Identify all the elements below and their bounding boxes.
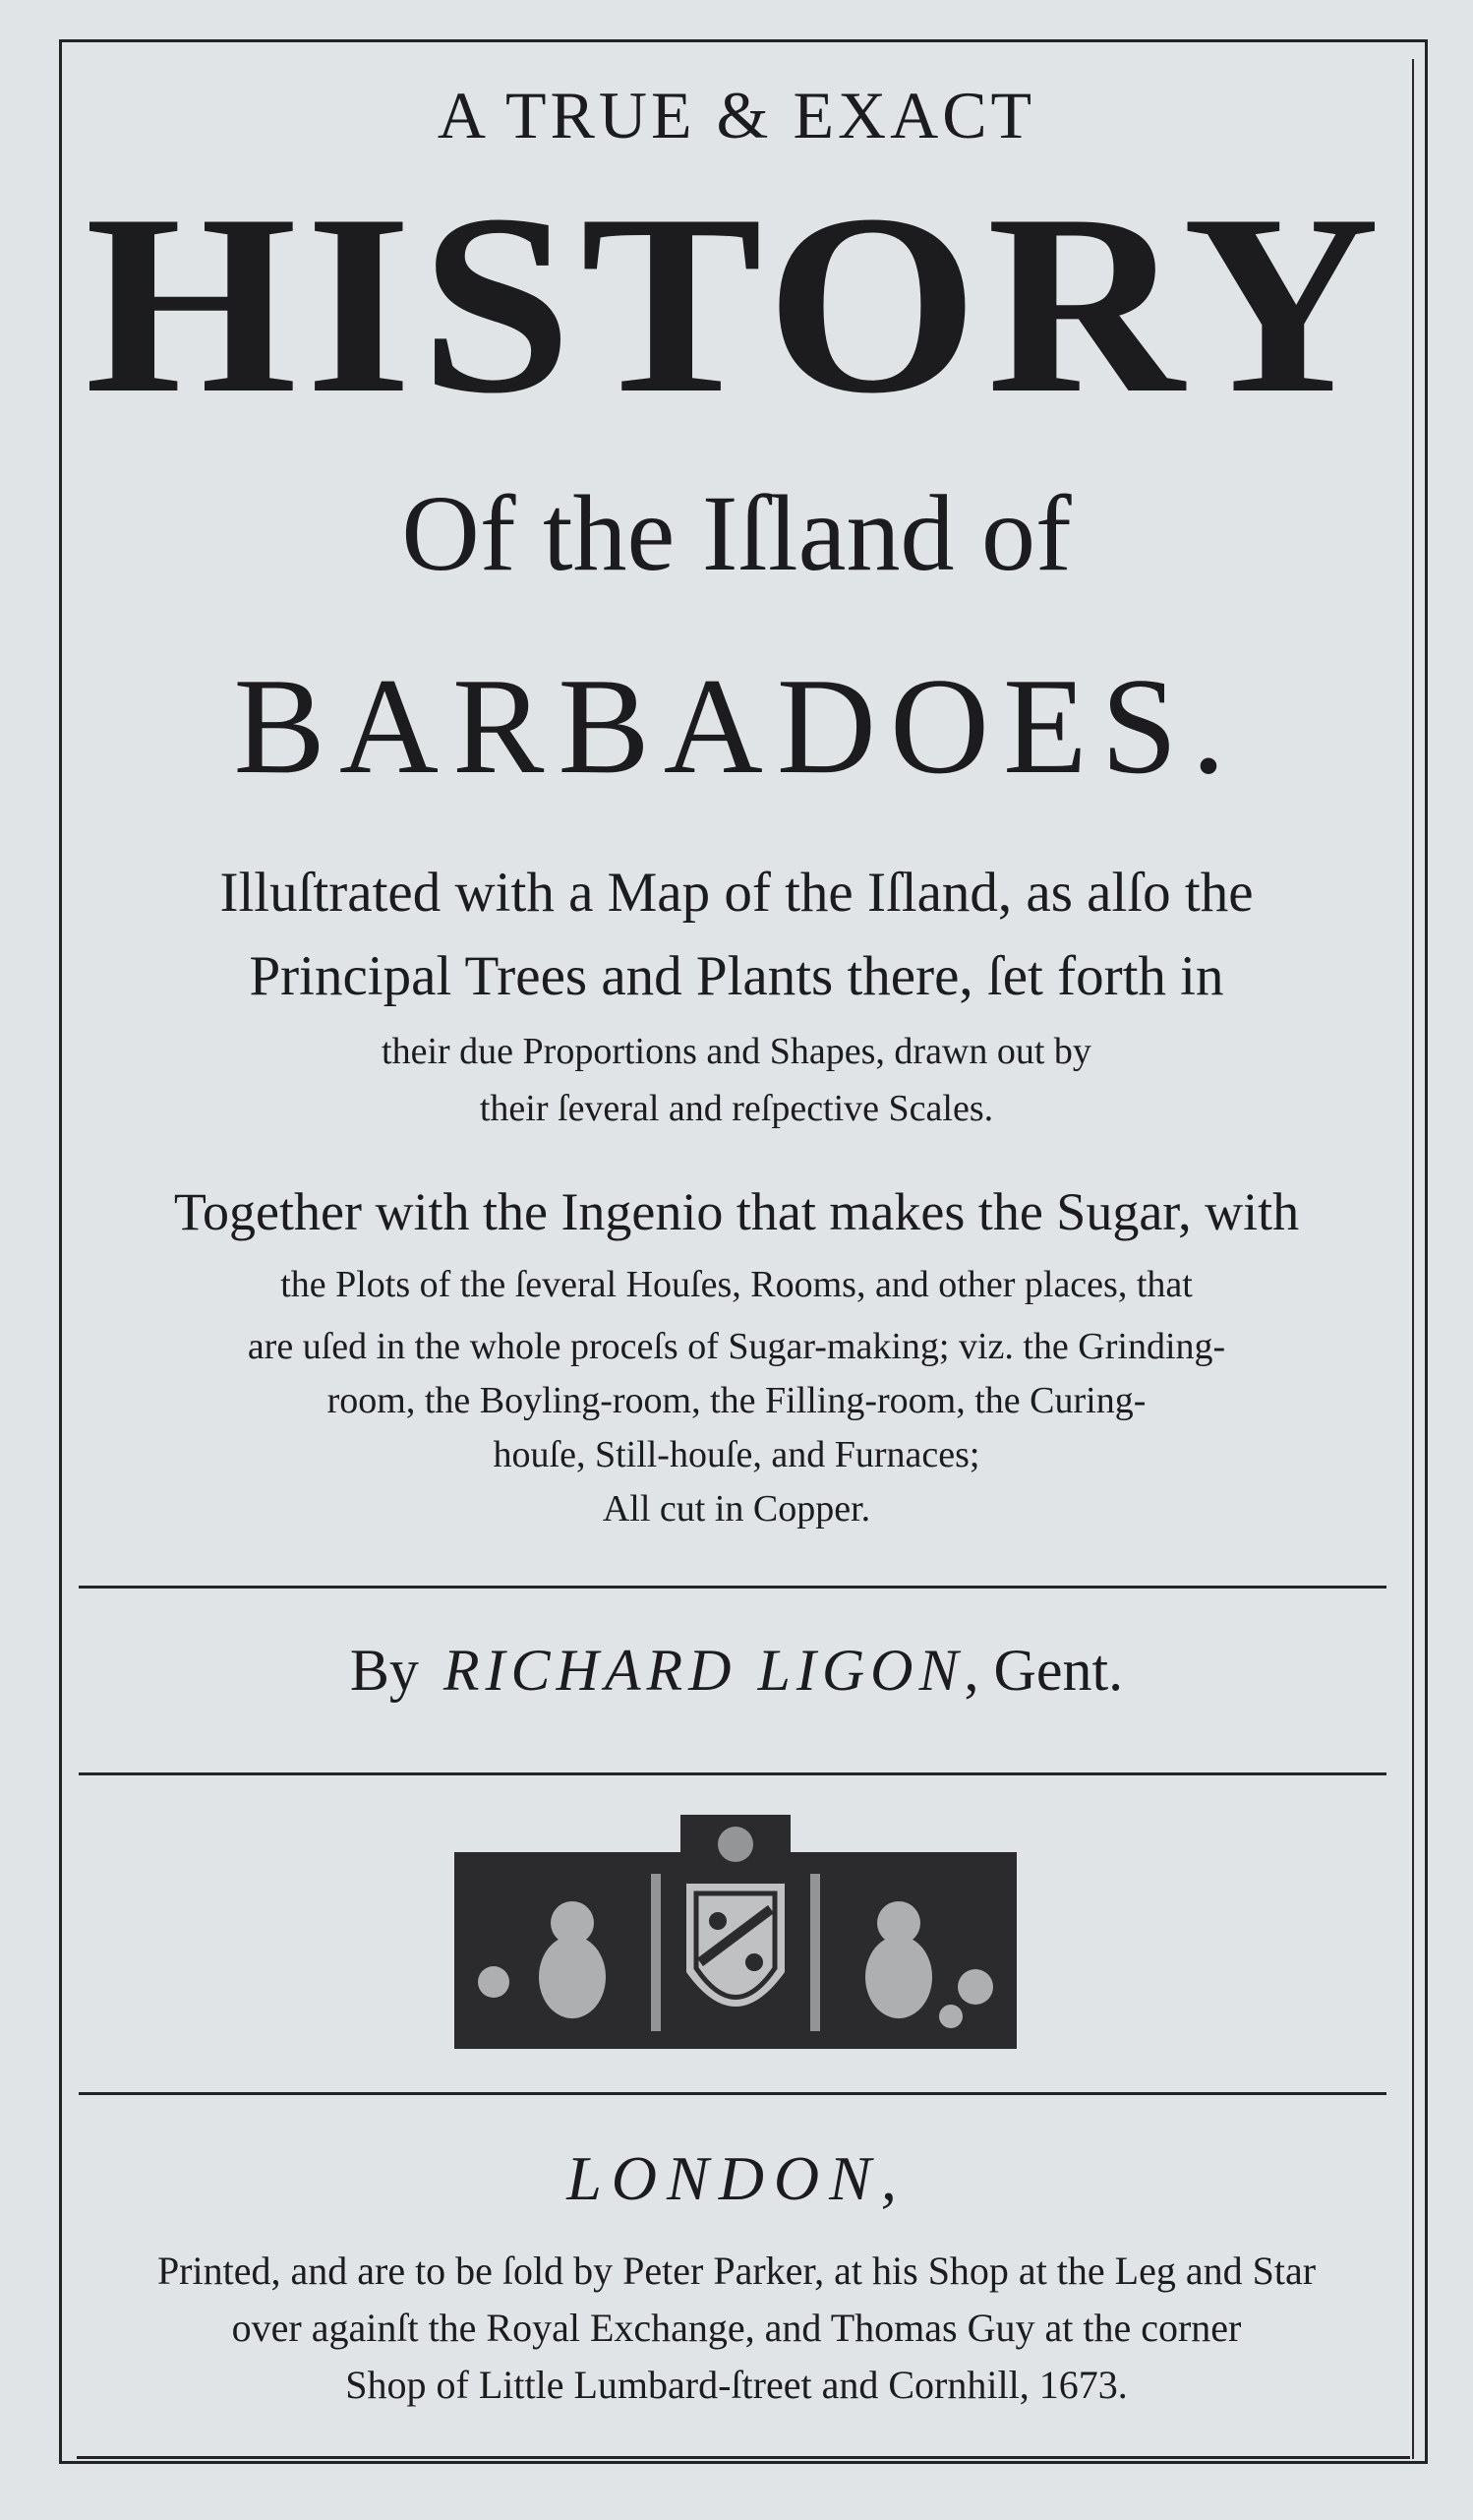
desc2-line-4: room, the Boyling-room, the Filling-room, the Curing-	[326, 1380, 1147, 1421]
author-line	[0, 1635, 1473, 1706]
desc2-line-3: are uſed in the whole proceſs of Sugar-making; viz. the Grinding-	[247, 1326, 1226, 1367]
desc2-line-5: houſe, Still-houſe, and Furnaces;	[493, 1434, 980, 1475]
printer-ornament-woodcut	[454, 1815, 1017, 2051]
author-by: By	[349, 1638, 419, 1703]
desc1-line-4: their ſeveral and reſpective Scales.	[479, 1088, 994, 1129]
headline: HISTORY	[85, 161, 1388, 447]
divider-rule-1	[79, 1586, 1386, 1589]
divider-rule-2	[79, 1772, 1386, 1775]
place: BARBADOES.	[233, 650, 1240, 803]
desc2-line-1: Together with the Ingenio that makes the Sugar, with	[173, 1182, 1300, 1241]
desc1-line-2: Principal Trees and Plants there, ſet forth in	[249, 945, 1224, 1007]
author-name: RICHARD LIGON	[442, 1638, 965, 1703]
subhead: Of the Iſland of	[401, 473, 1072, 593]
imprint-line-2: over againſt the Royal Exchange, and Thomas Guy at the corner	[231, 2306, 1242, 2350]
divider-rule-3	[79, 2092, 1386, 2095]
inner-border-bottom	[77, 2456, 1410, 2459]
imprint-line-1: Printed, and are to be ſold by Peter Parker, at his Shop at the Leg and Star	[156, 2249, 1317, 2293]
desc1-line-1: Illuſtrated with a Map of the Iſland, as alſo the	[219, 862, 1254, 924]
imprint-line-3: Shop of Little Lumbard-ſtreet and Cornhill, 1673.	[345, 2363, 1128, 2407]
desc2-line-2: the Plots of the ſeveral Houſes, Rooms, and other places, that	[280, 1264, 1193, 1305]
kicker: A TRUE & EXACT	[437, 78, 1036, 152]
author-suffix: , Gent.	[964, 1638, 1124, 1703]
desc1-line-3: their due Proportions and Shapes, drawn out by	[382, 1031, 1091, 1072]
desc2-line-6: All cut in Copper.	[602, 1488, 871, 1530]
city: LONDON,	[566, 2143, 907, 2213]
